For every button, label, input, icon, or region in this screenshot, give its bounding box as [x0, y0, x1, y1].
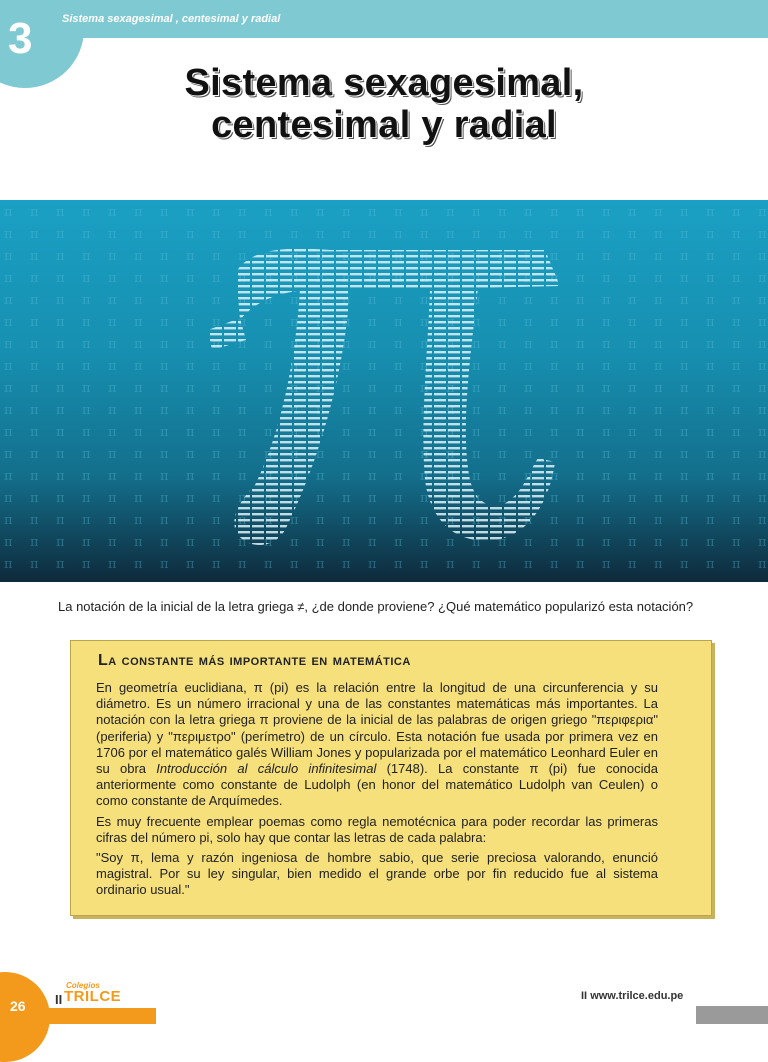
info-paragraph-1-text-a: En geometría euclidiana, π (pi) es la relación entre la longitud de una circunferencia y su diámetro. Es un número irracional y una de las constantes matemáticas más importantes. La notación con la letra griega π proviene de la inicial de las palabras de origen griego "περιφερια" (periferia) y "περιμετρο" (perímetro) de un círculo. Esta notación fue usada por primera vez en 1706 por el matemático galés William Jones y popularizada por el matemático Leonhard Euler en su obra	[96, 680, 658, 777]
info-box-body	[96, 680, 658, 903]
chapter-number: 3	[8, 14, 33, 63]
running-head: Sistema sexagesimal , centesimal y radial	[62, 13, 281, 25]
url-bars-icon: II	[581, 990, 588, 1002]
pi-illustration	[0, 200, 768, 582]
info-box-title: La constante más importante en matemática	[98, 652, 411, 669]
info-paragraph-2: Es muy frecuente emplear poemas como regla nemotécnica para poder recordar las primeras cifras del número pi, solo hay que contar las letras de cada palabra:	[96, 813, 658, 845]
page-title-line-2: centesimal y radial	[211, 104, 557, 146]
page-title-line-1: Sistema sexagesimal,	[184, 62, 584, 104]
trilce-logo: TRILCE	[64, 988, 122, 1005]
info-paragraph-1-text-b: (1748). La constante π (pi) fue conocida anteriormente como constante de Ludolph (en honor del matemático Ludolph van Ceulen) o como constante de Arquímedes.	[96, 761, 658, 809]
page-title	[0, 62, 768, 146]
intro-question: La notación de la inicial de la letra griega ≠, ¿de donde proviene? ¿Qué matemático popularizó esta notación?	[58, 599, 694, 614]
book-title: Introducción al cálculo infinitesimal	[156, 761, 377, 777]
logo-subtitle: Colegios	[66, 981, 100, 990]
pi-hero-image	[0, 200, 768, 582]
page-number: 26	[10, 998, 26, 1014]
info-paragraph-3: "Soy π, lema y razón ingeniosa de hombre sabio, que serie preciosa valorando, enunció magistral. Por su ley singular, bien medido el grande orbe por fin reducido fue al sistema ordinario usual."	[96, 850, 658, 898]
footer-gray-block	[696, 1006, 768, 1024]
logo-bars-icon: II	[55, 992, 63, 1007]
info-paragraph-1	[96, 680, 658, 810]
footer-url[interactable]	[581, 990, 683, 1002]
footer-url-text: www.trilce.edu.pe	[590, 990, 684, 1002]
